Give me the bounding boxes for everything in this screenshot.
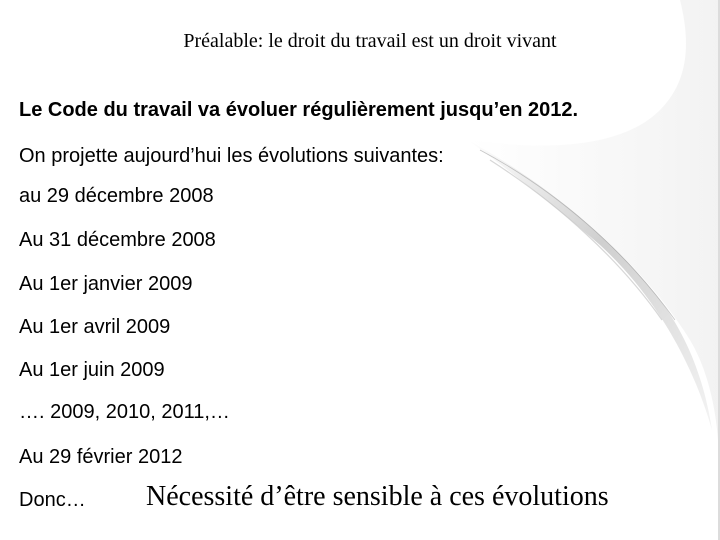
date-item: Au 1er juin 2009 — [19, 359, 165, 381]
conclusion-statement: Nécessité d’être sensible à ces évolutions — [146, 481, 609, 512]
donc-label: Donc… — [19, 489, 86, 511]
date-item: …. 2009, 2010, 2011,… — [19, 401, 230, 423]
date-item: Au 1er janvier 2009 — [19, 273, 193, 295]
date-item: Au 29 février 2012 — [19, 446, 183, 468]
intro-projection: On projette aujourd’hui les évolutions suivantes: — [19, 145, 444, 167]
date-item: Au 31 décembre 2008 — [19, 229, 216, 251]
date-item: au 29 décembre 2008 — [19, 185, 214, 207]
intro-statement: Le Code du travail va évoluer régulièrement jusqu’en 2012. — [19, 99, 579, 121]
slide-title: Préalable: le droit du travail est un droit vivant — [183, 30, 557, 52]
date-item: Au 1er avril 2009 — [19, 316, 171, 338]
